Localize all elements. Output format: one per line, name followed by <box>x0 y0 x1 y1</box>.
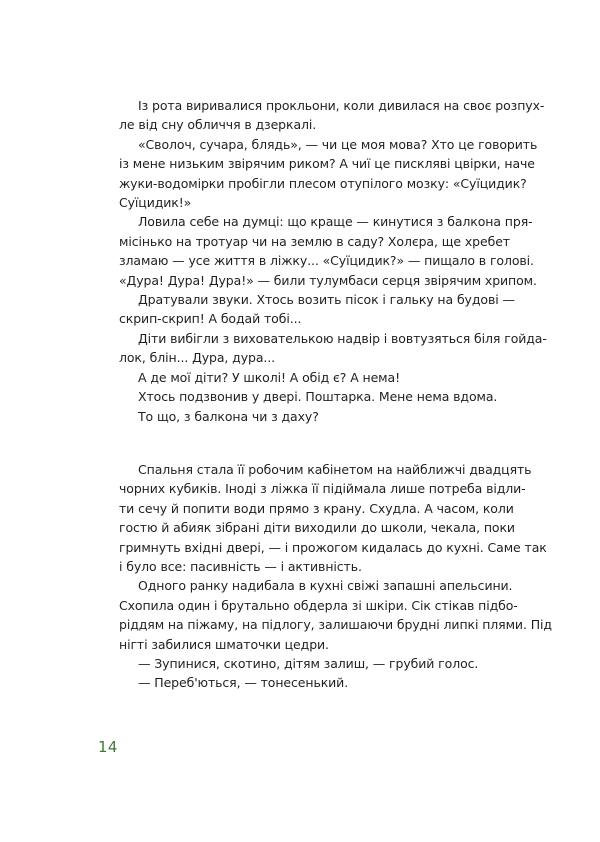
text-line: Із рота виривалися прокльони, коли дивилася на своє розпух- <box>138 98 545 113</box>
text-line: Суїцидик!» <box>119 195 192 211</box>
paragraph <box>100 460 547 576</box>
text-line: Хтось подзвонив у двері. Поштарка. Мене нема вдома. <box>138 389 498 405</box>
text-line: Одного ранку надибала в кухні свіжі запашні апельсини. <box>138 578 513 594</box>
paragraph <box>100 673 501 692</box>
paragraph <box>100 290 515 329</box>
text-line: скрип-скрип! А бодай тобі... <box>119 311 302 327</box>
text-line: ле від сну обличчя в дзеркалі. <box>119 117 317 133</box>
text-line: Ловила себе на думці: що краще — кинутися з балкона пря- <box>138 214 533 230</box>
text-line: Діти вибігли з вихователькою надвір і вовтузяться біля гойда- <box>138 330 547 346</box>
text-line: Схопила один і брутально обдерла зі шкіри. Сік стікав підбо- <box>119 597 518 613</box>
text-line: і було все: пасивність — і активність. <box>119 559 362 575</box>
text-line: лок, блін... Дура, дура... <box>119 350 276 366</box>
paragraph <box>100 576 552 654</box>
text-line: чорних кубиків. Іноді з ліжка її підіймала лише потреба відли- <box>119 481 526 497</box>
text-line: То що, з балкона чи з даху? <box>138 408 319 424</box>
paragraph <box>100 96 545 135</box>
text-line: — Переб'ються, — тонесенький. <box>138 675 349 691</box>
page-number: 14 <box>98 738 118 756</box>
text-line: гримнуть вхідні двері, — і прожогом кидалась до кухні. Саме так <box>119 539 547 555</box>
text-line: нігті забилися шматочки цедри. <box>119 636 329 652</box>
paragraph <box>100 387 501 406</box>
paragraph <box>100 368 501 387</box>
paragraph <box>100 654 501 673</box>
text-line: зламаю — усе життя в ліжку... «Суїцидик?» — пищало в голові. <box>119 253 534 269</box>
text-block-2 <box>100 460 552 693</box>
paragraph <box>100 212 537 290</box>
text-line: — Зупинися, скотино, дітям залиш, — грубий голос. <box>138 656 479 672</box>
text-line: «Дура! Дура! Дура!» — били тулумбаси серця звірячим хрипом. <box>119 272 537 288</box>
paragraph <box>100 407 501 426</box>
text-block-1 <box>100 96 547 426</box>
text-line: «Сволоч, сучара, блядь», — чи це моя мова? Хто це говорить <box>138 136 538 152</box>
text-line: Спальня стала її робочим кабінетом на найближчі двадцять <box>138 462 532 477</box>
text-line: Дратували звуки. Хтось возить пісок і гальку на будові — <box>138 292 515 308</box>
text-line: місінько на тротуар чи на землю в саду? Холєра, ще хребет <box>119 233 510 249</box>
text-line: А де мої діти? У школі! А обід є? А нема! <box>138 369 400 385</box>
text-line: жуки-водомірки пробігли плесом отупілого мозку: «Суїцидик? <box>119 175 527 191</box>
paragraph <box>100 135 538 213</box>
text-line: із мене низьким звірячим риком? А чиї це пискляві цвірки, наче <box>119 156 535 172</box>
text-line: гостю й абияк зібрані діти виходили до школи, чекала, поки <box>119 520 515 536</box>
paragraph <box>100 329 547 368</box>
text-line: ріддям на піжаму, на підлогу, залишаючи брудні липкі плями. Під <box>119 617 552 633</box>
text-line: ти сечу й попити води прямо з крану. Схудла. А часом, коли <box>119 500 514 516</box>
